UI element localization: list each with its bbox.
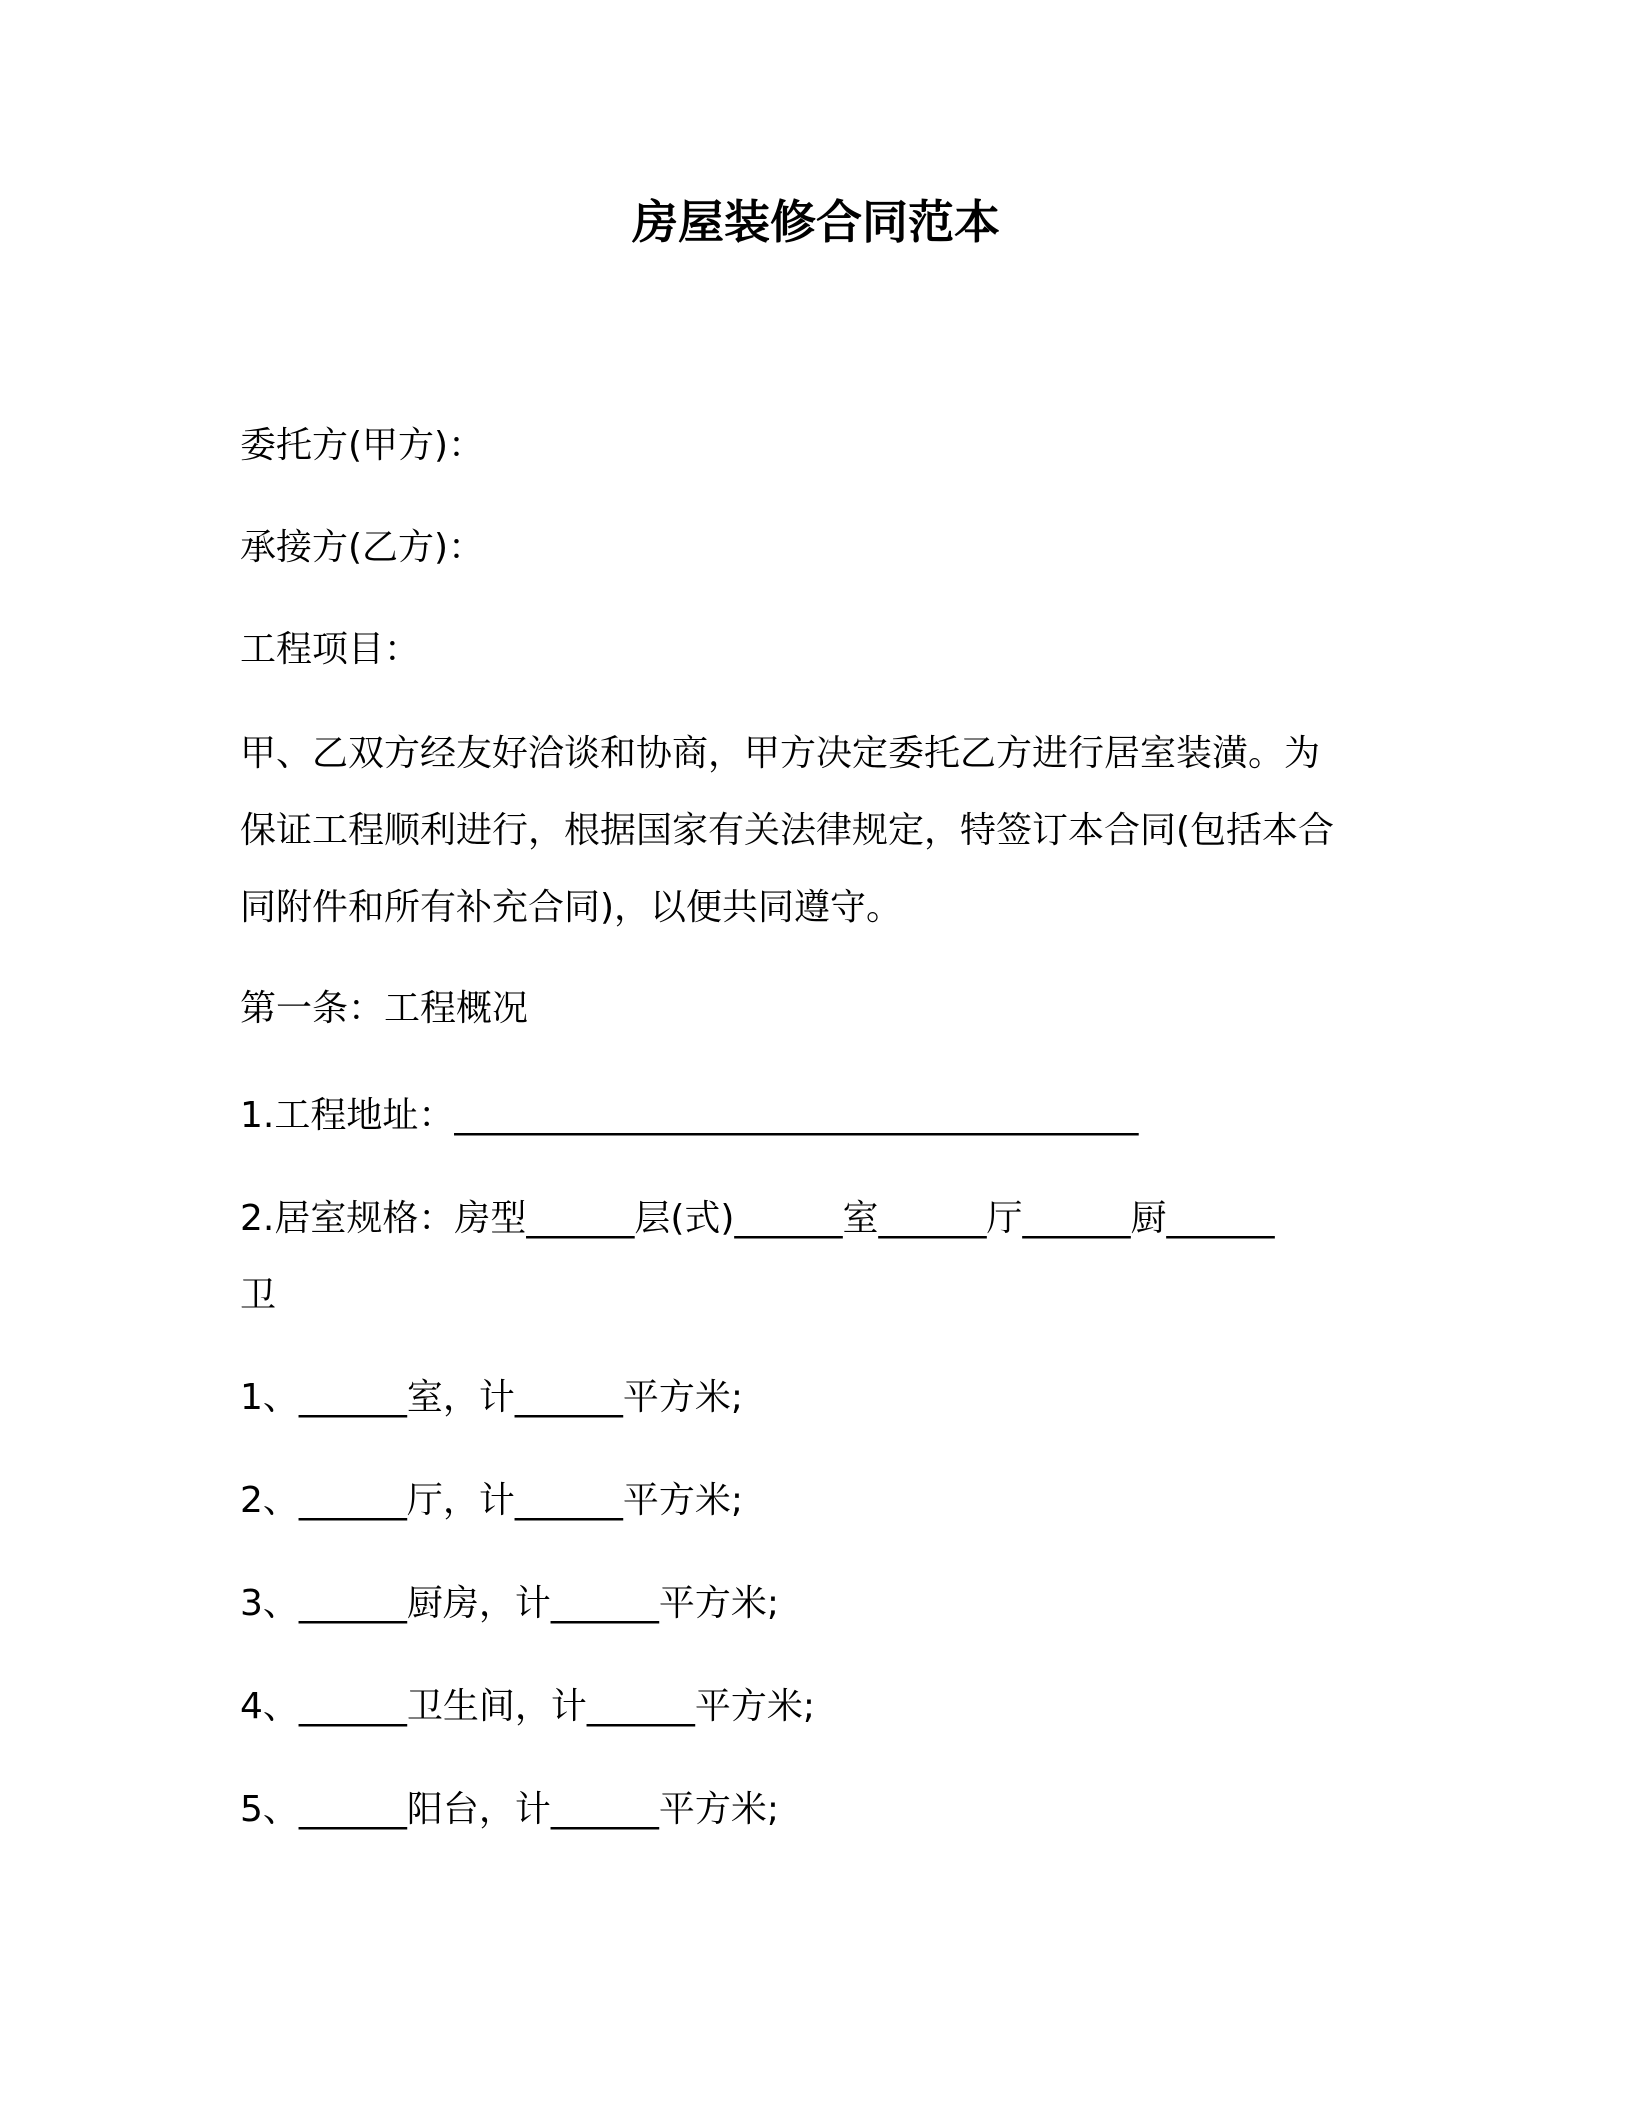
room-spec-line: 卫 [240, 1275, 277, 1316]
article1-heading: 第一条：工程概况 [240, 988, 529, 1029]
item-room-spec [240, 1193, 1390, 1322]
document-title: 房屋装修合同范本 [632, 195, 1000, 249]
room-item: 2、______厅，计______平方米; [240, 1480, 744, 1521]
party-b-label: 承接方(乙方)： [240, 527, 485, 568]
preamble-paragraph [240, 728, 1390, 934]
room-item: 3、______厨房，计______平方米; [240, 1583, 780, 1624]
room-spec-line: 2.居室规格：房型______层(式)______室______厅______厨______ [240, 1198, 1275, 1239]
project-label: 工程项目： [240, 629, 421, 670]
preamble-line: 保证工程顺利进行，根据国家有关法律规定，特签订本合同(包括本合 [240, 810, 1335, 851]
room-item: 5、______阳台，计______平方米; [240, 1789, 780, 1830]
room-item: 4、______卫生间，计______平方米; [240, 1686, 816, 1727]
party-a-label: 委托方(甲方)： [240, 425, 485, 466]
room-item: 1、______室，计______平方米; [240, 1377, 744, 1418]
preamble-line: 同附件和所有补充合同)，以便共同遵守。 [240, 887, 903, 928]
item-address: 1.工程地址：______________________________________ [240, 1095, 1139, 1136]
preamble-line: 甲、乙双方经友好洽谈和协商，甲方决定委托乙方进行居室装潢。为 [240, 733, 1321, 774]
